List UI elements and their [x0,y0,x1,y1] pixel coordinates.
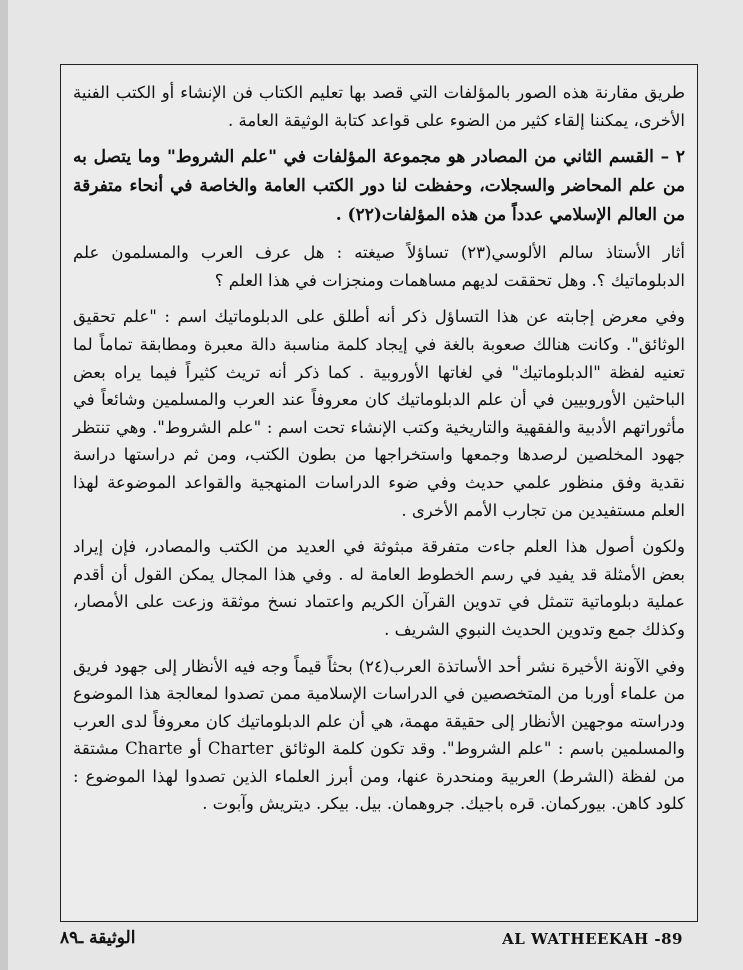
paragraph-1: طريق مقارنة هذه الصور بالمؤلفات التي قصد بها تعليم الكتاب فن الإنشاء أو الكتب الفنية الأخرى، يمكننا إلقاء كثير من الضوء على قواعد كتابة الوثيقة العامة . [73,83,685,130]
footer-english-page-label: AL WATHEEKAH -89 [502,930,683,948]
paragraph-3: أثار الأستاذ سالم الألوسي(٢٣) تساؤلاً صيغته : هل عرف العرب والمسلمون علم الدبلوماتيك ؟. وهل تحققت لديهم مساهمات ومنجزات في هذا العلم ؟ [73,243,685,290]
page-footer [60,930,683,954]
paragraph-6: وفي الآونة الأخيرة نشر أحد الأساتذة العرب(٢٤) بحثاً قيماً وجه فيه الأنظار إلى جهود فريق من علماء أوربا من المتخصصين في الدراسات الإسلامية ممن تصدوا لمعالجة هذا الموضوع ودراسته موجهين الأنظار إلى حقيقة مهمة، هي أن علم الدبلوماتيك كان معروفاً لدى العرب والمسلمين باسم : "علم الشروط". وقد تكون كلمة الوثائق Charter أو Charte مشتقة من لفظة (الشرط) العربية ومنحدرة عنها، ومن أبرز العلماء الذين تصدوا لهذا الموضوع : كلود كاهن. بيوركمان. قره باجيك. جروهمان. بيل. بيكر. ديتريش وآبوت . [73,656,686,814]
footer-arabic-page-label: الوثيقة ـ٨٩ [60,928,136,948]
paragraph-4: وفي معرض إجابته عن هذا التساؤل ذكر أنه أطلق على الدبلوماتيك اسم : "علم تحقيق الوثائق". وكانت هنالك صعوبة بالغة في إيجاد كلمة مناسبة دالة معبرة ومطابقة تماماً لما تعنيه لفظة "الدبلوماتيك" في لغاتها الأوروبية . كما ذكر أنه تريث كثيراً فيما يراه بعض الباحثين الأوروبيين في أن علم الدبلوماتيك كان معروفاً عند العرب والمسلمين وشائعاً في مأثوراتهم الأدبية والفقهية والتاريخية وكتب الإنشاء تحت اسم : "علم الشروط". وهي تنتظر جهود المخلصين لرصدها وجمعها واستخراجها من بطون الكتب، ومن ثم دراستها دراسة نقدية وفق منظور علمي حديث وفي ضوء الدراسات المنهجية والقواعد الموضوعة لهذا العلم مستفيدين من تجارب الأمم الأخرى . [73,307,685,520]
paragraph-5: ولكون أصول هذا العلم جاءت متفرقة مبثوثة في العديد من الكتب والمصادر، فإن إيراد بعض الأمثلة قد يفيد في رسم الخطوط العامة له . وفي هذا المجال يمكن القول أن أقدم عملية دبلوماتية تتمثل في تدوين القرآن الكريم واعتماد نسخ موثقة وزعت على الأمصار، وكذلك جمع وتدوين الحديث النبوي الشريف . [73,537,685,639]
body-text [73,79,685,921]
text-frame [60,64,698,922]
paragraph-2-section-heading: ٢ – القسم الثاني من المصادر هو مجموعة المؤلفات في "علم الشروط" وما يتصل به من علم المحاضر والسجلات، وحفظت لنا دور الكتب العامة والخاصة في أنحاء متفرقة من العالم الإسلامي عدداً من هذه المؤلفات(٢٢) . [73,147,685,226]
page [8,0,743,970]
